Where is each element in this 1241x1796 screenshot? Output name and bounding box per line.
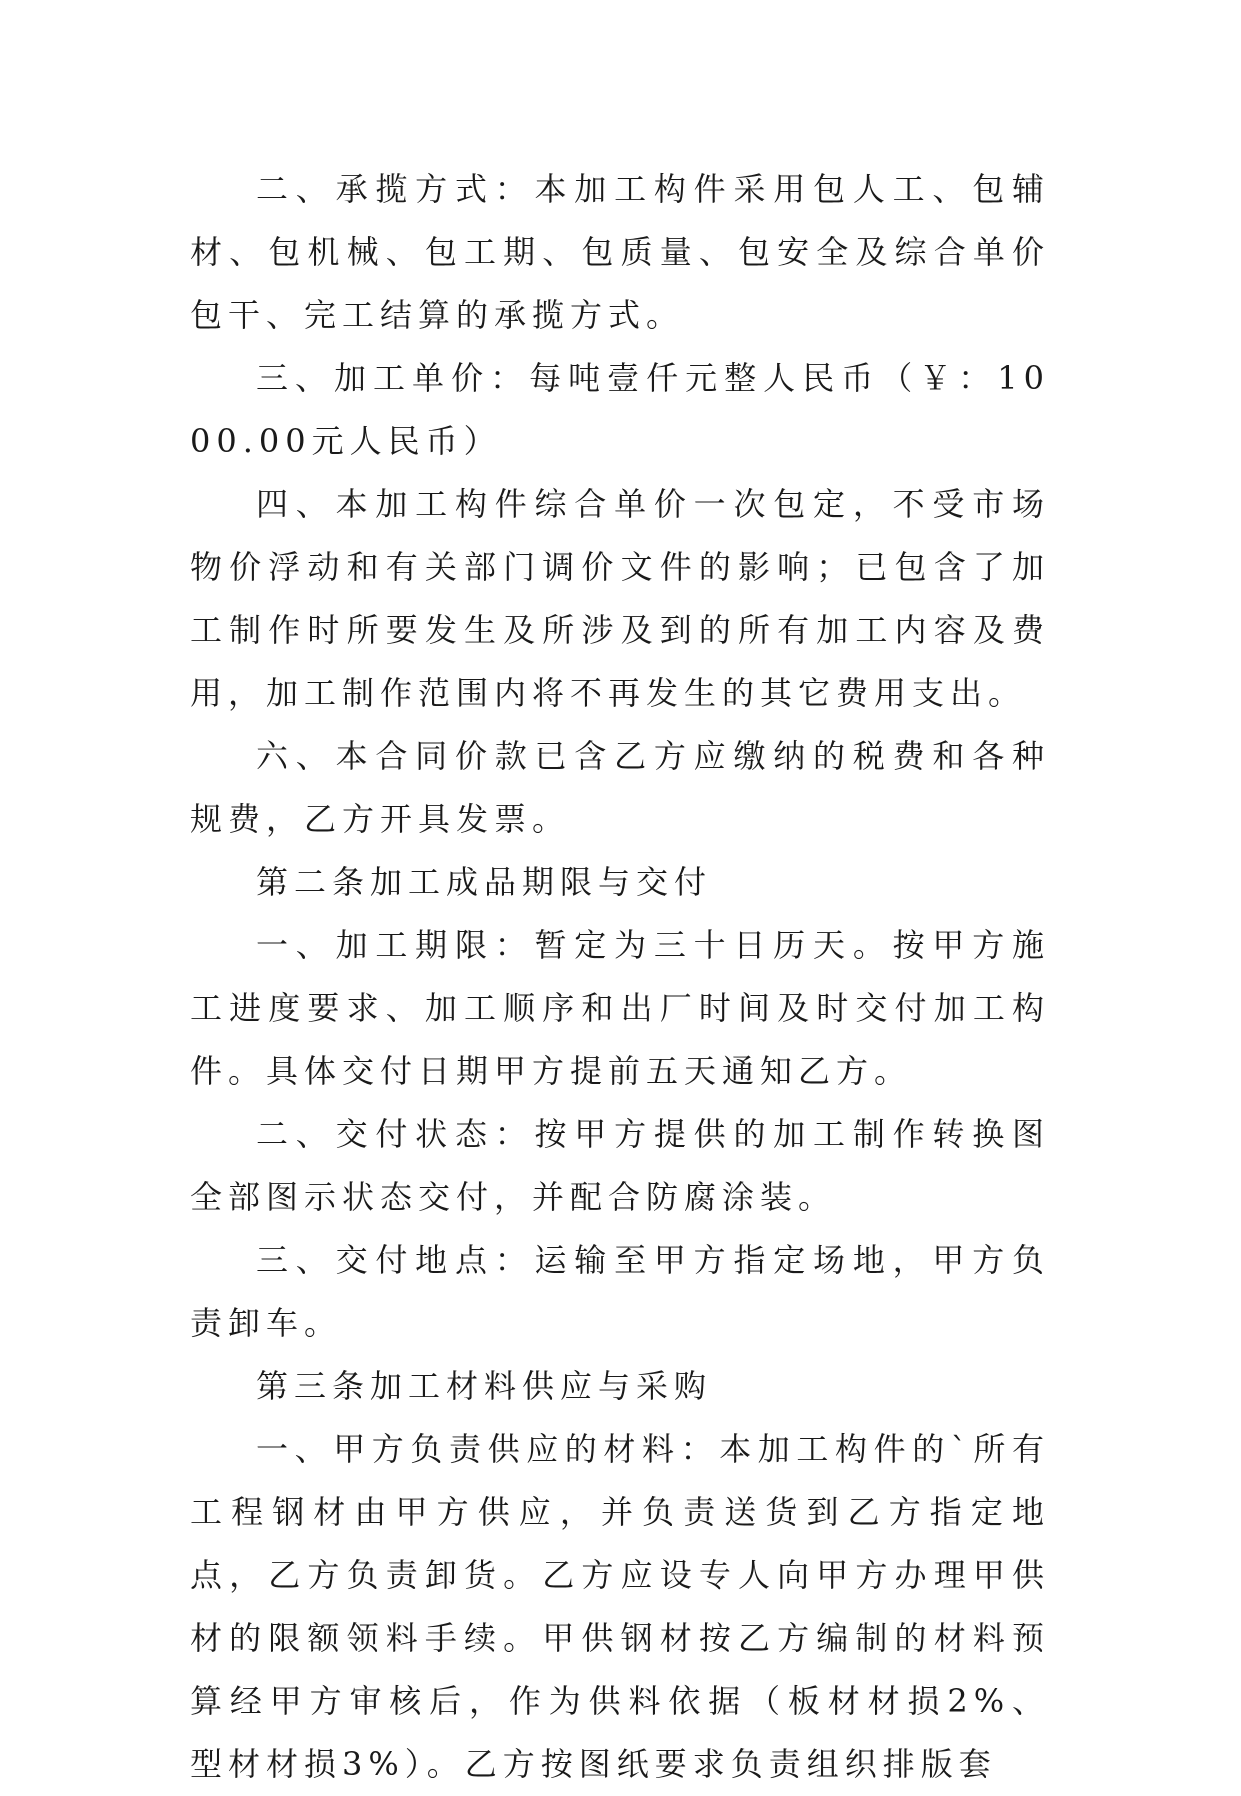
clause-taxes-invoice: 六、本合同价款已含乙方应缴纳的税费和各种规费，乙方开具发票。 [190, 737, 1050, 838]
article-3-heading: 第三条加工材料供应与采购 [256, 1367, 713, 1405]
document-body [190, 158, 1050, 1796]
clause-contracting-method: 二、承揽方式：本加工构件采用包人工、包辅材、包机械、包工期、包质量、包安全及综合单价包干、完工结算的承揽方式。 [190, 170, 1050, 334]
article-2-heading: 第二条加工成品期限与交付 [256, 863, 713, 901]
clause-processing-period: 一、加工期限：暂定为三十日历天。按甲方施工进度要求、加工顺序和出厂时间及时交付加工构件。具体交付日期甲方提前五天通知乙方。 [190, 926, 1050, 1090]
clause-fixed-price: 四、本加工构件综合单价一次包定，不受市场物价浮动和有关部门调价文件的影响；已包含了加工制作时所要发生及所涉及到的所有加工内容及费用，加工制作范围内将不再发生的其它费用支出。 [190, 485, 1050, 712]
clause-delivery-location: 三、交付地点：运输至甲方指定场地，甲方负责卸车。 [190, 1241, 1050, 1342]
clause-unit-price: 三、加工单价：每吨壹仟元整人民币（￥：1000.00元人民币） [190, 359, 1050, 460]
clause-material-supply: 一、甲方负责供应的材料：本加工构件的`所有工程钢材由甲方供应，并负责送货到乙方指定地点，乙方负责卸货。乙方应设专人向甲方办理甲供材的限额领料手续。甲供钢材按乙方编制的材料预算经甲方审核后，作为供料依据（板材材损2%、型材材损3%）。乙方按图纸要求负责组织排版套 [190, 1430, 1050, 1783]
clause-delivery-state: 二、交付状态：按甲方提供的加工制作转换图全部图示状态交付，并配合防腐涂装。 [190, 1115, 1050, 1216]
